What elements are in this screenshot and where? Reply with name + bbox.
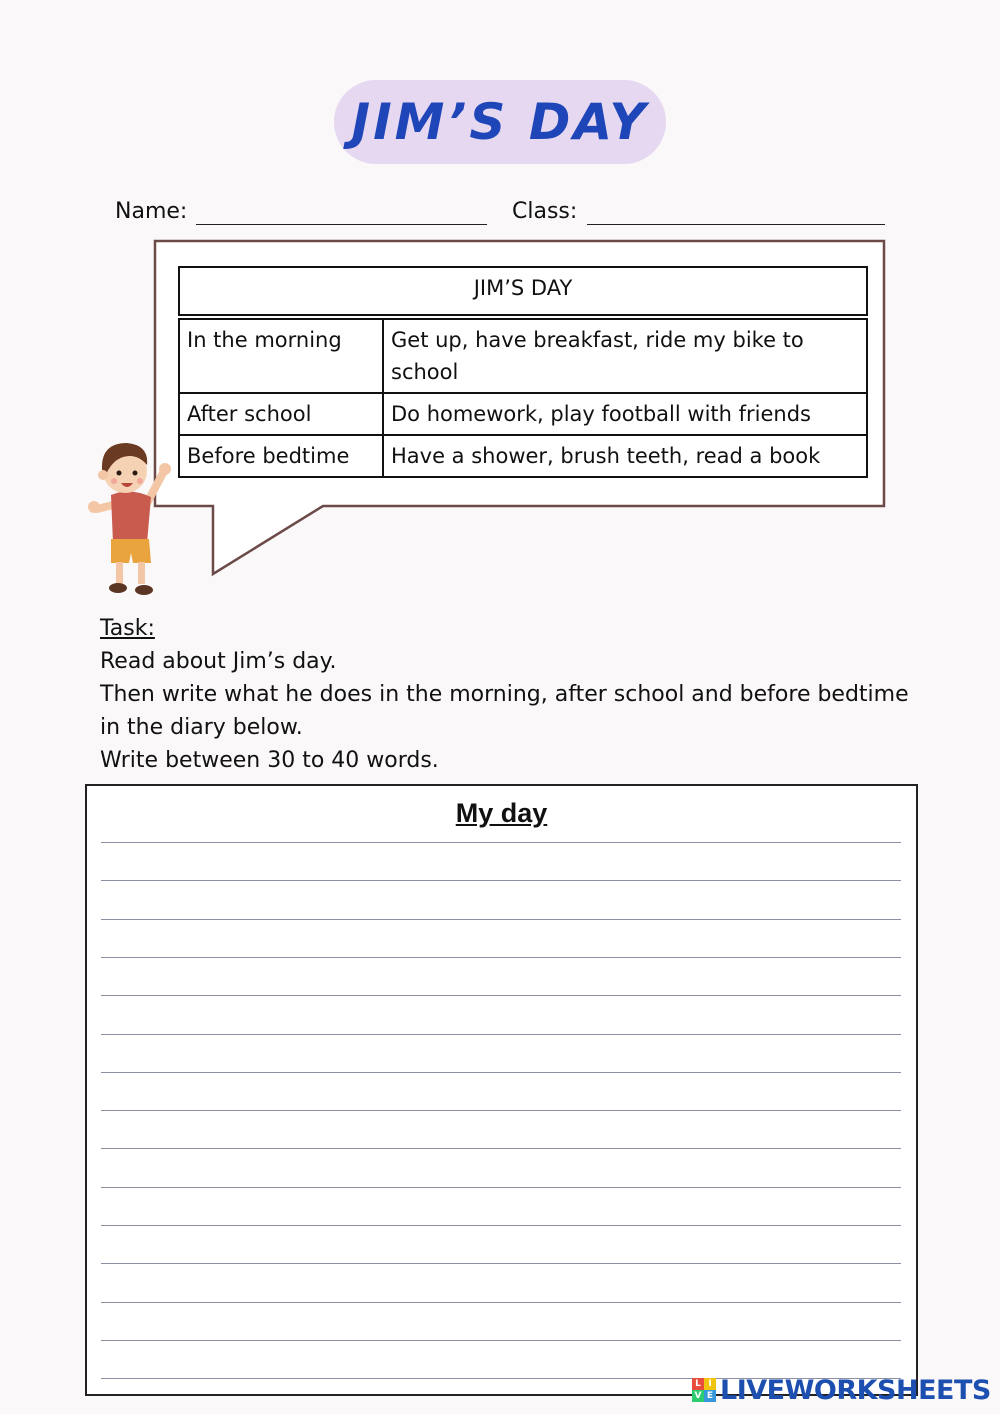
writing-line[interactable] [101,1302,901,1303]
writing-line[interactable] [101,1187,901,1188]
writing-line[interactable] [101,1072,901,1073]
name-label: Name: [115,199,188,224]
watermark-text: LIVEWORKSHEETS [720,1374,991,1406]
table-row [179,435,867,477]
writing-line[interactable] [101,919,901,920]
liveworksheets-watermark [692,1374,991,1406]
writing-line[interactable] [101,842,901,843]
task-line: Read about Jim’s day. [100,649,337,674]
writing-line[interactable] [101,1225,901,1226]
activity-cell: Do homework, play football with friends [383,393,867,435]
table-row [179,393,867,435]
writing-line[interactable] [101,1263,901,1264]
task-line: Then write what he does in the morning, after school and before bedtime in the diary below. [100,682,909,740]
table-header-row [179,267,867,315]
diary-box[interactable] [85,784,918,1396]
writing-line[interactable] [101,957,901,958]
writing-line[interactable] [101,1340,901,1341]
writing-line[interactable] [101,1034,901,1035]
liveworksheets-logo-icon: L I V E [692,1378,716,1402]
class-label: Class: [512,199,578,224]
jims-day-table [178,266,868,478]
boy-illustration [85,435,185,600]
writing-line[interactable] [101,1148,901,1149]
table-row [179,319,867,393]
writing-line[interactable] [101,1110,901,1111]
time-cell: In the morning [179,319,383,393]
time-cell: Before bedtime [179,435,383,477]
table-header: JIM’S DAY [179,267,867,315]
task-instructions [100,612,920,777]
activity-cell: Get up, have breakfast, ride my bike to school [383,319,867,393]
diary-title: My day [455,798,548,828]
task-label: Task: [100,616,155,641]
task-line: Write between 30 to 40 words. [100,748,439,773]
time-cell: After school [179,393,383,435]
writing-line[interactable] [101,880,901,881]
activity-cell: Have a shower, brush teeth, read a book [383,435,867,477]
page-title: JIM’S DAY [351,93,649,151]
writing-line[interactable] [101,995,901,996]
